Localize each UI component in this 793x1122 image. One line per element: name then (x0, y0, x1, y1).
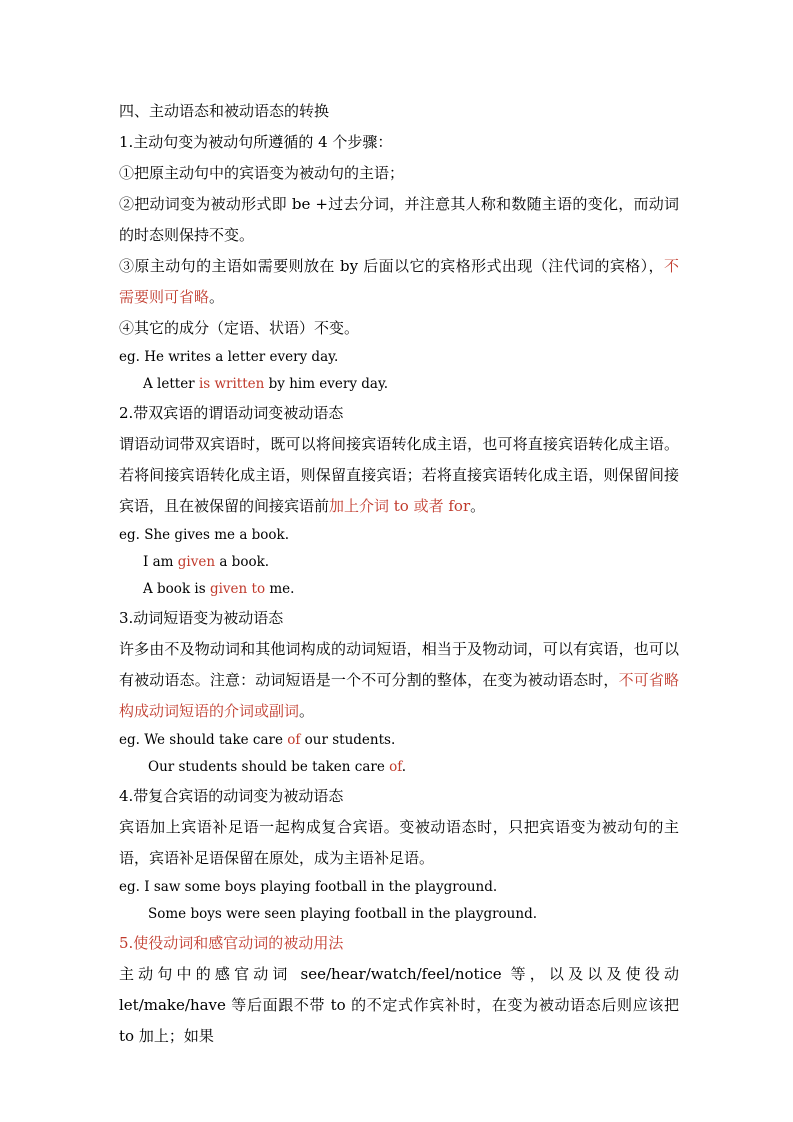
part4-example-1: eg. I saw some boys playing football in the playground. (119, 879, 498, 895)
part2-example-3-highlight: given to (209, 581, 266, 597)
part4-title: 4.带复合宾语的动词变为被动语态 (119, 787, 344, 805)
document-content (119, 96, 679, 1052)
part1-title: 1.主动句变为被动句所遵循的 4 个步骤： (119, 133, 393, 151)
part3-body-end: 。 (299, 702, 315, 720)
part1-example-1: eg. He writes a letter every day. (119, 349, 339, 365)
part2-example-2-text: I am (143, 554, 178, 570)
part1-example-2-text: A letter (143, 376, 199, 392)
part1-step3-highlight: 不需要则可省略 (119, 257, 679, 306)
part3-example-2 (119, 754, 679, 781)
part2-example-3-end: me. (265, 581, 295, 597)
part5-body: 主动句中的感官动词 see/hear/watch/feel/notice 等，以及以及使役动 let/make/have 等后面跟不带 to 的不定式作宾补时，在变为被动语态后则应该把 to 加上；如果 (119, 965, 679, 1045)
part4-body: 宾语加上宾语补足语一起构成复合宾语。变被动语态时，只把宾语变为被动句的主语，宾语补足语保留在原处，成为主语补足语。 (119, 818, 679, 867)
part2-body (119, 429, 679, 522)
part2-example-2-end: a book. (215, 554, 270, 570)
part2-example-2 (119, 549, 679, 576)
part2-example-2-highlight: given (177, 554, 216, 570)
part2-example-3-text: A book is (143, 581, 210, 597)
part3-example-1-highlight: of (287, 732, 301, 748)
part3-example-2-text: Our students should be taken care (148, 759, 390, 775)
part3-example-2-end: . (401, 759, 407, 775)
part2-example-1: eg. She gives me a book. (119, 527, 290, 543)
part2-example-3 (119, 576, 679, 603)
part1-example-2-end: by him every day. (264, 376, 389, 392)
part2-body-end: 。 (470, 497, 486, 515)
part3-example-1 (119, 727, 679, 754)
part1-step1: ①把原主动句中的宾语变为被动句的主语； (119, 164, 405, 182)
part1-step2: ②把动词变为被动形式即 be +过去分词，并注意其人称和数随主语的变化，而动词的时态则保持不变。 (119, 195, 679, 244)
part1-step3-text: ③原主动句的主语如需要则放在 by 后面以它的宾格形式出现（注代词的宾格）， (119, 257, 664, 275)
part1-step3-end: 。 (209, 288, 225, 306)
part3-body (119, 634, 679, 727)
part2-title: 2.带双宾语的谓语动词变被动语态 (119, 404, 344, 422)
part1-step3 (119, 251, 679, 313)
part3-example-1-end: our students. (300, 732, 396, 748)
part1-step4: ④其它的成分（定语、状语）不变。 (119, 319, 360, 337)
part2-body-highlight: 加上介词 to 或者 for (329, 497, 471, 515)
part1-example-2-highlight: is written (198, 376, 265, 392)
section-heading: 四、主动语态和被动语态的转换 (119, 102, 330, 120)
part3-example-2-highlight: of (389, 759, 402, 775)
part5-title: 5.使役动词和感官动词的被动用法 (119, 934, 344, 952)
part1-example-2 (119, 371, 679, 398)
part3-title: 3.动词短语变为被动语态 (119, 609, 284, 627)
part4-example-2: Some boys were seen playing football in the playground. (148, 906, 538, 922)
part3-body-text: 许多由不及物动词和其他词构成的动词短语，相当于及物动词，可以有宾语，也可以有被动语态。注意：动词短语是一个不可分割的整体，在变为被动语态时， (119, 640, 679, 689)
part3-example-1-text: eg. We should take care (119, 732, 288, 748)
part2-body-text: 谓语动词带双宾语时，既可以将间接宾语转化成主语，也可将直接宾语转化成主语。若将间接宾语转化成主语，则保留直接宾语；若将直接宾语转化成主语，则保留间接宾语，且在被保留的间接宾语前 (119, 435, 679, 515)
part3-body-highlight: 不可省略构成动词短语的介词或副词 (119, 671, 679, 720)
